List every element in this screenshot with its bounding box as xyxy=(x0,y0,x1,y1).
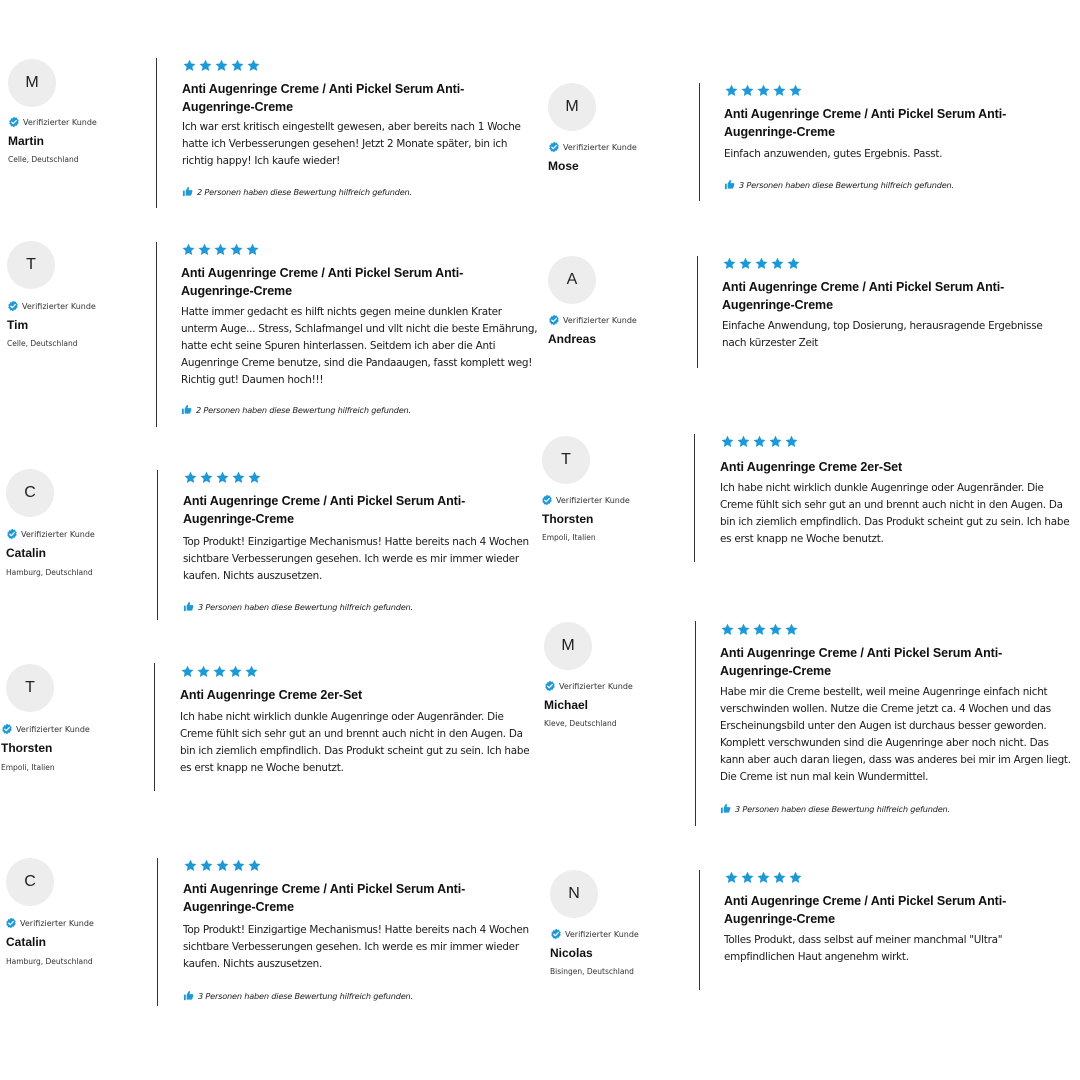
star-icon xyxy=(215,470,230,485)
star-icon xyxy=(756,83,771,98)
avatar: M xyxy=(8,59,56,107)
star-rating xyxy=(720,434,799,449)
star-icon xyxy=(183,858,198,873)
review-text: Einfache Anwendung, top Dosierung, herausragende Ergebnisse nach kürzester Zeit xyxy=(722,320,1043,349)
author-name: Michael xyxy=(544,698,589,712)
star-icon xyxy=(724,870,739,885)
review-card xyxy=(540,430,1080,640)
author-name: Martin xyxy=(8,134,44,148)
helpful-text: 3 Personen haben diese Bewertung hilfreich gefunden. xyxy=(198,601,413,612)
review-title: Anti Augenringe Creme / Anti Pickel Serum Anti-Augenringe-Creme xyxy=(182,82,465,114)
verified-label: Verifizierter Kunde xyxy=(563,315,637,325)
review-card xyxy=(0,848,540,1058)
thumbs-up-icon[interactable] xyxy=(724,179,735,190)
star-icon xyxy=(772,83,787,98)
star-icon xyxy=(788,870,803,885)
star-icon xyxy=(768,434,783,449)
star-icon xyxy=(736,434,751,449)
star-rating xyxy=(183,470,262,485)
helpful-vote[interactable] xyxy=(724,179,954,190)
star-icon xyxy=(180,664,195,679)
star-icon xyxy=(784,622,799,637)
star-icon xyxy=(247,470,262,485)
star-rating xyxy=(722,256,801,271)
star-icon xyxy=(228,664,243,679)
star-icon xyxy=(212,664,227,679)
star-icon xyxy=(215,858,230,873)
helpful-vote[interactable] xyxy=(181,404,411,415)
review-text: Ich war erst kritisch eingestellt gewesen, aber bereits nach 1 Woche hatte ich Verbesserungen gesehen! Jetzt 2 Monate später, bin ich richtig happy! Ich kaufe wieder! xyxy=(182,121,521,167)
helpful-vote[interactable] xyxy=(183,990,413,1001)
verified-label: Verifizierter Kunde xyxy=(565,929,639,939)
review-text: Habe mir die Creme bestellt, weil meine Augenringe einfach nicht verschwinden wollen. Nutze die Creme jetzt ca. 4 Wochen und das Erscheinungsbild unter den Augen ist durchaus besser geworden. Komplett verschwunden sind die Augenringe aber noch nicht. Das kann aber auch daran liegen, dass was anderes bei mir im Argen liegt. Die Creme ist nun mal kein Wundermittel. xyxy=(720,686,1071,783)
star-icon xyxy=(784,434,799,449)
review-title: Anti Augenringe Creme 2er-Set xyxy=(180,688,363,702)
review-text: Top Produkt! Einzigartige Mechanismus! Hatte bereits nach 4 Wochen sichtbare Verbesserungen gesehen. Ich werde es mir immer wieder kaufen. Nichts auszusetzen. xyxy=(183,924,529,970)
review-card xyxy=(0,234,540,444)
author-name: Andreas xyxy=(548,332,597,346)
star-rating xyxy=(720,622,799,637)
verified-label: Verifizierter Kunde xyxy=(16,724,90,734)
star-icon xyxy=(229,242,244,257)
avatar: N xyxy=(550,870,598,918)
star-icon xyxy=(213,242,228,257)
author-name: Thorsten xyxy=(1,741,53,755)
review-card xyxy=(0,655,540,865)
star-icon xyxy=(772,870,787,885)
avatar: M xyxy=(548,83,596,131)
verified-check-icon xyxy=(548,141,560,153)
verified-label: Verifizierter Kunde xyxy=(559,681,633,691)
verified-label: Verifizierter Kunde xyxy=(556,495,630,505)
verified-label: Verifizierter Kunde xyxy=(21,529,95,539)
star-icon xyxy=(181,242,196,257)
verified-check-icon xyxy=(544,680,556,692)
star-icon xyxy=(198,58,213,73)
author-name: Tim xyxy=(7,318,29,332)
star-rating xyxy=(724,870,803,885)
author-location: Celle, Deutschland xyxy=(8,155,79,164)
divider xyxy=(694,434,695,562)
review-title: Anti Augenringe Creme / Anti Pickel Serum Anti-Augenringe-Creme xyxy=(183,882,466,914)
review-title: Anti Augenringe Creme / Anti Pickel Serum Anti-Augenringe-Creme xyxy=(181,266,464,298)
author-location: Kleve, Deutschland xyxy=(544,719,617,728)
star-rating xyxy=(724,83,803,98)
review-card xyxy=(542,618,1080,828)
verified-badge xyxy=(1,723,90,735)
review-title: Anti Augenringe Creme / Anti Pickel Serum Anti-Augenringe-Creme xyxy=(722,280,1005,312)
verified-check-icon xyxy=(541,494,553,506)
review-text: Top Produkt! Einzigartige Mechanismus! Hatte bereits nach 4 Wochen sichtbare Verbesserungen gesehen. Ich werde es mir immer wieder kaufen. Nichts auszusetzen. xyxy=(183,536,529,582)
star-icon xyxy=(199,858,214,873)
verified-badge xyxy=(548,141,637,153)
star-icon xyxy=(738,256,753,271)
helpful-text: 2 Personen haben diese Bewertung hilfreich gefunden. xyxy=(197,186,412,197)
author-name: Thorsten xyxy=(542,512,594,526)
author-name: Nicolas xyxy=(550,946,593,960)
star-icon xyxy=(182,58,197,73)
review-title: Anti Augenringe Creme / Anti Pickel Serum Anti-Augenringe-Creme xyxy=(724,107,1007,139)
verified-badge xyxy=(544,680,633,692)
verified-badge xyxy=(8,116,97,128)
verified-label: Verifizierter Kunde xyxy=(23,117,97,127)
star-icon xyxy=(183,470,198,485)
avatar: T xyxy=(542,436,590,484)
helpful-vote[interactable] xyxy=(183,601,413,612)
divider xyxy=(699,83,700,201)
star-icon xyxy=(740,83,755,98)
star-rating xyxy=(182,58,261,73)
avatar: C xyxy=(6,469,54,517)
helpful-vote[interactable] xyxy=(182,186,412,197)
star-icon xyxy=(724,83,739,98)
star-icon xyxy=(722,256,737,271)
divider xyxy=(156,242,157,427)
review-card xyxy=(542,862,1080,1072)
star-icon xyxy=(720,622,735,637)
helpful-vote[interactable] xyxy=(720,803,950,814)
review-text: Ich habe nicht wirklich dunkle Augenringe oder Augenränder. Die Creme fühlt sich sehr gut an und brennt auch nicht in den Augen. Da bin ich ziemlich empfindlich. Das Produkt scheint gut zu sein. Ich habe es erst knapp ne Woche benutzt. xyxy=(180,711,530,774)
verified-badge xyxy=(6,528,95,540)
star-icon xyxy=(245,242,260,257)
star-icon xyxy=(752,434,767,449)
star-icon xyxy=(754,256,769,271)
divider xyxy=(695,621,696,826)
star-icon xyxy=(214,58,229,73)
verified-badge xyxy=(5,917,94,929)
thumbs-up-icon[interactable] xyxy=(182,186,193,197)
avatar: C xyxy=(6,858,54,906)
author-location: Bisingen, Deutschland xyxy=(550,967,634,976)
star-icon xyxy=(740,870,755,885)
star-icon xyxy=(736,622,751,637)
verified-check-icon xyxy=(5,917,17,929)
author-name: Catalin xyxy=(6,935,47,949)
author-location: Celle, Deutschland xyxy=(7,339,78,348)
star-icon xyxy=(786,256,801,271)
verified-check-icon xyxy=(1,723,13,735)
review-card xyxy=(0,460,540,670)
star-icon xyxy=(756,870,771,885)
verified-check-icon xyxy=(8,116,20,128)
star-icon xyxy=(752,622,767,637)
review-title: Anti Augenringe Creme / Anti Pickel Serum Anti-Augenringe-Creme xyxy=(724,894,1007,926)
star-icon xyxy=(199,470,214,485)
verified-label: Verifizierter Kunde xyxy=(563,142,637,152)
review-title: Anti Augenringe Creme / Anti Pickel Serum Anti-Augenringe-Creme xyxy=(720,646,1003,678)
star-icon xyxy=(768,622,783,637)
author-location: Empoli, Italien xyxy=(542,533,596,542)
verified-check-icon xyxy=(6,528,18,540)
verified-check-icon xyxy=(548,314,560,326)
review-card xyxy=(0,50,540,260)
star-icon xyxy=(230,58,245,73)
star-icon xyxy=(197,242,212,257)
helpful-text: 2 Personen haben diese Bewertung hilfreich gefunden. xyxy=(196,404,411,415)
divider xyxy=(157,470,158,620)
thumbs-up-icon[interactable] xyxy=(183,990,194,1001)
helpful-text: 3 Personen haben diese Bewertung hilfreich gefunden. xyxy=(198,990,413,1001)
star-icon xyxy=(247,858,262,873)
verified-check-icon xyxy=(550,928,562,940)
author-location: Empoli, Italien xyxy=(1,763,55,772)
verified-badge xyxy=(548,314,637,326)
verified-badge xyxy=(550,928,639,940)
avatar: T xyxy=(7,241,55,289)
verified-badge xyxy=(541,494,630,506)
author-location: Hamburg, Deutschland xyxy=(6,568,93,577)
verified-label: Verifizierter Kunde xyxy=(22,301,96,311)
review-text: Tolles Produkt, dass selbst auf meiner manchmal "Ultra" empfindlichen Haut angenehm wirkt. xyxy=(724,934,1003,963)
star-rating xyxy=(180,664,259,679)
divider xyxy=(157,858,158,1006)
author-location: Hamburg, Deutschland xyxy=(6,957,93,966)
verified-badge xyxy=(7,300,96,312)
star-icon xyxy=(231,470,246,485)
verified-label: Verifizierter Kunde xyxy=(20,918,94,928)
divider xyxy=(697,256,698,368)
avatar: M xyxy=(544,622,592,670)
star-icon xyxy=(244,664,259,679)
review-text: Einfach anzuwenden, gutes Ergebnis. Passt. xyxy=(724,148,943,160)
star-icon xyxy=(196,664,211,679)
review-title: Anti Augenringe Creme 2er-Set xyxy=(720,460,903,474)
star-icon xyxy=(231,858,246,873)
helpful-text: 3 Personen haben diese Bewertung hilfreich gefunden. xyxy=(735,803,950,814)
thumbs-up-icon[interactable] xyxy=(181,404,192,415)
author-name: Mose xyxy=(548,159,579,173)
avatar: A xyxy=(548,256,596,304)
star-rating xyxy=(181,242,260,257)
review-title: Anti Augenringe Creme / Anti Pickel Serum Anti-Augenringe-Creme xyxy=(183,494,466,526)
star-icon xyxy=(246,58,261,73)
divider xyxy=(154,663,155,791)
helpful-text: 3 Personen haben diese Bewertung hilfreich gefunden. xyxy=(739,179,954,190)
thumbs-up-icon[interactable] xyxy=(720,803,731,814)
star-rating xyxy=(183,858,262,873)
star-icon xyxy=(770,256,785,271)
avatar: T xyxy=(6,664,54,712)
review-text: Hatte immer gedacht es hilft nichts gegen meine dunklen Krater unterm Auge... Stress, Schlafmangel und vllt nicht die beste Ernährung, hatte echt seine Spuren hinterlassen. Seitdem ich aber die Anti Augenringe Creme benutze, sind die Pandaaugen, fasst komplett weg! Richtig gut! Daumen hoch!!! xyxy=(181,306,538,386)
divider xyxy=(156,58,157,208)
star-icon xyxy=(788,83,803,98)
thumbs-up-icon[interactable] xyxy=(183,601,194,612)
author-name: Catalin xyxy=(6,546,47,560)
divider xyxy=(699,870,700,990)
review-card xyxy=(542,250,1080,460)
verified-check-icon xyxy=(7,300,19,312)
star-icon xyxy=(720,434,735,449)
review-text: Ich habe nicht wirklich dunkle Augenringe oder Augenränder. Die Creme fühlt sich sehr gut an und brennt auch nicht in den Augen. Da bin ich ziemlich empfindlich. Das Produkt scheint gut zu sein. Ich habe es erst knapp ne Woche benutzt. xyxy=(720,482,1070,545)
